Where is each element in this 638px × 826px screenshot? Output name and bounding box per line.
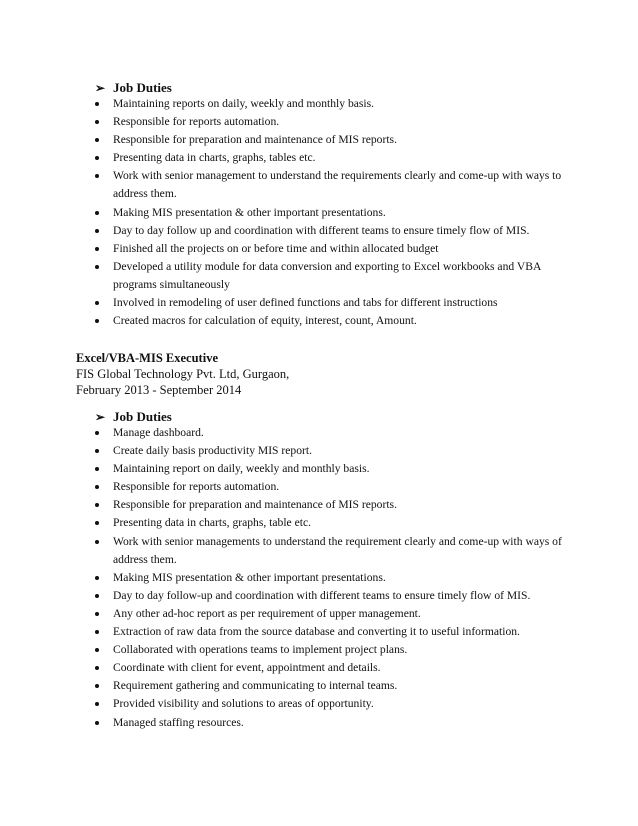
list-item: Developed a utility module for data conversion and exporting to Excel workbooks and VBA programs simultaneously bbox=[95, 258, 575, 294]
bullet-icon bbox=[95, 229, 99, 233]
arrow-bullet-icon: ➢ bbox=[95, 410, 106, 424]
list-item: Responsible for preparation and maintenance of MIS reports. bbox=[95, 496, 575, 514]
bullet-icon bbox=[95, 702, 99, 706]
list-item: Making MIS presentation & other important presentations. bbox=[95, 569, 575, 587]
list-item: Responsible for reports automation. bbox=[95, 478, 575, 496]
list-item: Collaborated with operations teams to implement project plans. bbox=[95, 641, 575, 659]
bullet-icon bbox=[95, 540, 99, 544]
list-item: Created macros for calculation of equity, interest, count, Amount. bbox=[95, 312, 575, 330]
bullet-icon bbox=[95, 265, 99, 269]
bullet-icon bbox=[95, 648, 99, 652]
list-item: Finished all the projects on or before time and within allocated budget bbox=[95, 240, 575, 258]
bullet-icon bbox=[95, 247, 99, 251]
list-item: Requirement gathering and communicating to internal teams. bbox=[95, 677, 575, 695]
bullet-icon bbox=[95, 301, 99, 305]
bullet-icon bbox=[95, 102, 99, 106]
list-item: Any other ad-hoc report as per requirement of upper management. bbox=[95, 605, 575, 623]
bullet-icon bbox=[95, 211, 99, 215]
bullet-icon bbox=[95, 503, 99, 507]
list-item: Presenting data in charts, graphs, tables etc. bbox=[95, 149, 575, 167]
list-item: Create daily basis productivity MIS report. bbox=[95, 442, 575, 460]
job-duties-list-1 bbox=[95, 95, 575, 330]
job-title: Excel/VBA-MIS Executive bbox=[76, 351, 218, 365]
list-item: Day to day follow up and coordination with different teams to ensure timely flow of MIS. bbox=[95, 222, 575, 240]
bullet-icon bbox=[95, 156, 99, 160]
company-name: FIS Global Technology Pvt. Ltd, Gurgaon, bbox=[76, 367, 290, 381]
bullet-icon bbox=[95, 594, 99, 598]
bullet-icon bbox=[95, 485, 99, 489]
bullet-icon bbox=[95, 449, 99, 453]
bullet-icon bbox=[95, 467, 99, 471]
job-duties-list-2 bbox=[95, 424, 575, 732]
job-duties-heading-2: ➢ Job Duties bbox=[95, 409, 172, 424]
bullet-icon bbox=[95, 120, 99, 124]
bullet-icon bbox=[95, 319, 99, 323]
list-item: Provided visibility and solutions to areas of opportunity. bbox=[95, 695, 575, 713]
list-item: Managed staffing resources. bbox=[95, 714, 575, 732]
bullet-icon bbox=[95, 521, 99, 525]
bullet-icon bbox=[95, 666, 99, 670]
arrow-bullet-icon: ➢ bbox=[95, 81, 106, 95]
list-item: Making MIS presentation & other important presentations. bbox=[95, 204, 575, 222]
list-item: Coordinate with client for event, appointment and details. bbox=[95, 659, 575, 677]
bullet-icon bbox=[95, 138, 99, 142]
list-item: Presenting data in charts, graphs, table etc. bbox=[95, 514, 575, 532]
bullet-icon bbox=[95, 721, 99, 725]
list-item: Responsible for preparation and maintenance of MIS reports. bbox=[95, 131, 575, 149]
list-item: Work with senior managements to understand the requirement clearly and come-up with ways of address them. bbox=[95, 533, 575, 569]
bullet-icon bbox=[95, 576, 99, 580]
bullet-icon bbox=[95, 630, 99, 634]
list-item: Extraction of raw data from the source database and converting it to useful information. bbox=[95, 623, 575, 641]
list-item: Responsible for reports automation. bbox=[95, 113, 575, 131]
bullet-icon bbox=[95, 684, 99, 688]
list-item: Manage dashboard. bbox=[95, 424, 575, 442]
list-item: Involved in remodeling of user defined functions and tabs for different instructions bbox=[95, 294, 575, 312]
list-item: Maintaining report on daily, weekly and monthly basis. bbox=[95, 460, 575, 478]
list-item: Maintaining reports on daily, weekly and monthly basis. bbox=[95, 95, 575, 113]
bullet-icon bbox=[95, 431, 99, 435]
bullet-icon bbox=[95, 174, 99, 178]
job-duties-heading-1: ➢ Job Duties bbox=[95, 80, 172, 95]
list-item: Day to day follow-up and coordination with different teams to ensure timely flow of MIS. bbox=[95, 587, 575, 605]
list-item: Work with senior management to understand the requirements clearly and come-up with ways to address them. bbox=[95, 167, 575, 203]
employment-dates: February 2013 - September 2014 bbox=[76, 383, 242, 397]
bullet-icon bbox=[95, 612, 99, 616]
